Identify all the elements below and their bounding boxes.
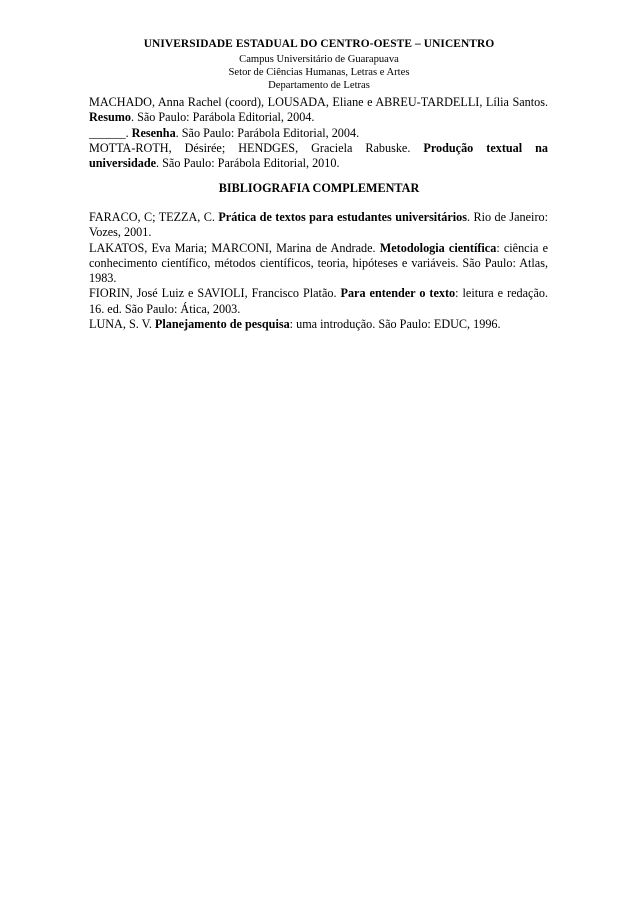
reference-publication: : ciência e conhecimento científico, métodos científicos, teoria, hipóteses e variáveis. São Paulo: Atlas, 1983. — [89, 240, 548, 286]
complementary-bibliography — [89, 210, 548, 332]
reference-title: Planejamento de pesquisa — [154, 317, 290, 332]
campus-name: Campus Universitário de Guarapuava — [239, 54, 399, 65]
complementary-bibliography-heading: BIBLIOGRAFIA COMPLEMENTAR — [218, 181, 420, 195]
reference-entry — [89, 241, 548, 287]
reference-entry — [89, 95, 548, 126]
reference-authors: FARACO, C; TEZZA, C. — [89, 210, 219, 224]
reference-entry — [89, 286, 548, 317]
university-name: UNIVERSIDADE ESTADUAL DO CENTRO-OESTE – UNICENTRO — [143, 38, 495, 50]
reference-authors: FIORIN, José Luiz e SAVIOLI, Francisco Platão. — [89, 286, 341, 301]
reference-title: Produção textual na universidade — [89, 140, 548, 171]
reference-authors: ______. — [89, 125, 132, 140]
reference-entry — [89, 317, 548, 332]
department-name: Departamento de Letras — [268, 80, 370, 91]
reference-entry — [89, 210, 548, 241]
basic-bibliography — [89, 95, 548, 171]
reference-title: Metodologia científica — [379, 240, 497, 255]
reference-entry — [89, 141, 548, 172]
reference-publication: : leitura e redação. 16. ed. São Paulo: Ática, 2003. — [89, 286, 549, 316]
reference-authors: MACHADO, Anna Rachel (coord), LOUSADA, Eliane e ABREU-TARDELLI, Lília Santos. — [89, 95, 548, 109]
sector-name: Setor de Ciências Humanas, Letras e Artes — [228, 67, 410, 78]
reference-publication: . São Paulo: Parábola Editorial, 2004. — [175, 125, 360, 140]
reference-title: Resumo — [89, 110, 131, 125]
reference-publication: . Rio de Janeiro: Vozes, 2001. — [89, 210, 548, 240]
reference-title: Para entender o texto — [340, 286, 456, 301]
reference-authors: MOTTA-ROTH, Désirée; HENDGES, Graciela Rabuske. — [89, 140, 424, 155]
reference-title: Prática de textos para estudantes universitários — [218, 210, 467, 224]
reference-entry — [89, 126, 548, 141]
reference-publication: . São Paulo: Parábola Editorial, 2004. — [130, 110, 315, 125]
reference-publication: . São Paulo: Parábola Editorial, 2010. — [156, 156, 340, 171]
reference-authors: LAKATOS, Eva Maria; MARCONI, Marina de Andrade. — [89, 240, 380, 255]
reference-title: Resenha — [131, 125, 176, 140]
reference-publication: : uma introdução. São Paulo: EDUC, 1996. — [289, 317, 501, 332]
reference-authors: LUNA, S. V. — [89, 317, 155, 332]
